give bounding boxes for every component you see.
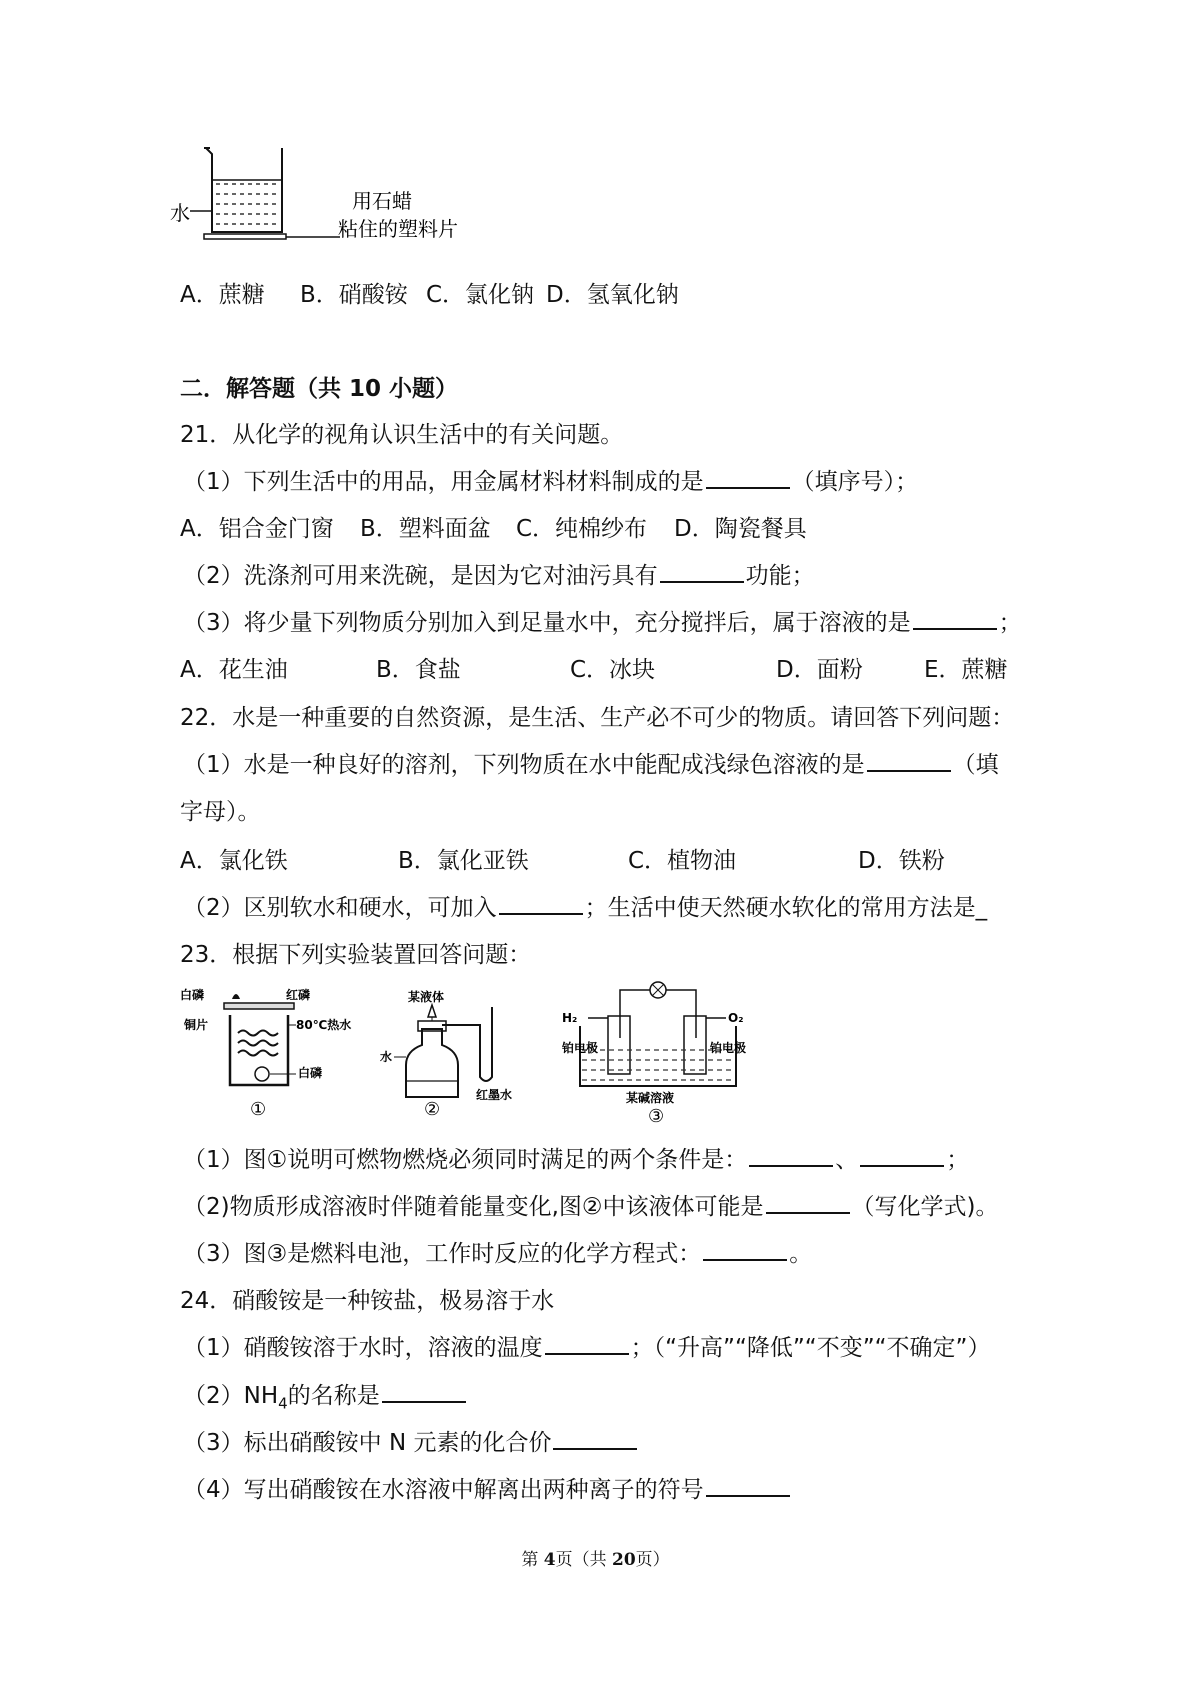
- fig3-label-h2: H₂: [562, 1011, 578, 1025]
- fig1-label-red-p: 红磷: [286, 988, 311, 1002]
- q24-part2: [183, 1381, 468, 1419]
- q21-p3-option-c: C．冰块: [570, 657, 656, 683]
- q21-p3-option-b: B．食盐: [376, 657, 461, 683]
- q21-option-b: B．塑料面盆: [360, 516, 491, 542]
- q21-stem: 21．从化学的视角认识生活中的有关问题。: [180, 422, 624, 448]
- q21-part2-suffix: 功能；: [745, 563, 815, 589]
- q20-options: [180, 280, 679, 310]
- q24-part4: [183, 1475, 792, 1505]
- q22-part2-suffix: ；生活中使天然硬水软化的常用方法是_: [584, 895, 988, 921]
- fig-dissolution: [380, 985, 530, 1125]
- footer-suffix: 页）: [635, 1550, 670, 1570]
- q22-option-d: D．铁粉: [858, 848, 945, 874]
- page-footer: [0, 1545, 1191, 1570]
- q21-option-d: D．陶瓷餐具: [674, 516, 807, 542]
- q23-part3-text: （3）图③是燃料电池，工作时反应的化学方程式：: [183, 1241, 702, 1267]
- q22-part1-options: [180, 846, 945, 876]
- q24-part1: [183, 1333, 990, 1363]
- q21-option-c: C．纯棉纱布: [516, 516, 648, 542]
- answer-blank: [499, 893, 583, 915]
- fig3-label-electrode-right: 铂电极: [710, 1041, 747, 1055]
- fig1-label-white-p: 白磷: [180, 988, 205, 1002]
- fig3-label-o2: O₂: [728, 1011, 744, 1025]
- q24-part1-suffix: ；（“升高”“降低”“不变”“不确定”）: [630, 1335, 991, 1361]
- q20-option-c: C．氯化钠: [426, 282, 535, 308]
- q21-part3-suffix: ；: [998, 610, 1022, 636]
- answer-blank: [660, 561, 744, 583]
- answer-blank: [553, 1428, 637, 1450]
- fig1-number: ①: [250, 1099, 267, 1120]
- q22-part2-text: （2）区别软水和硬水，可加入: [183, 895, 497, 921]
- q21-part2: [183, 561, 815, 591]
- q21-option-a: A．铝合金门窗: [180, 516, 334, 542]
- q23-part1-suffix: ；: [946, 1147, 970, 1173]
- q24-part3-text: （3）标出硝酸铵中 N 元素的化合价: [183, 1430, 552, 1456]
- q22-part1-text: （1）水是一种良好的溶剂，下列物质在水中能配成浅绿色溶液的是: [183, 752, 865, 778]
- fig3-number: ③: [648, 1106, 665, 1127]
- beaker-figure: [170, 140, 470, 260]
- fig-combustion: [180, 985, 360, 1125]
- footer-total-pages: 20: [611, 1550, 636, 1570]
- q24-part4-text: （4）写出硝酸铵在水溶液中解离出两种离子的符号: [183, 1477, 704, 1503]
- q21-part2-text: （2）洗涤剂可用来洗碗，是因为它对油污具有: [183, 563, 658, 589]
- fig1-label-white-p-2: 白磷: [298, 1066, 323, 1080]
- q23-part3: [183, 1239, 812, 1269]
- q20-option-a: A．蔗糖: [180, 282, 265, 308]
- q23-part1-sep: 、: [835, 1147, 859, 1173]
- q22-option-a: A．氯化铁: [180, 848, 288, 874]
- q24-stem: 24．硝酸铵是一种铵盐，极易溶于水: [180, 1288, 555, 1314]
- q21-part3-text: （3）将少量下列物质分别加入到足量水中，充分搅拌后，属于溶液的是: [183, 610, 911, 636]
- answer-blank: [860, 1145, 944, 1167]
- q20-option-d: D．氢氧化钠: [546, 282, 679, 308]
- q24-part1-text: （1）硝酸铵溶于水时，溶液的温度: [183, 1335, 543, 1361]
- answer-blank: [749, 1145, 833, 1167]
- fig2-label-red-ink: 红墨水: [476, 1088, 513, 1102]
- q21-part3-options: [180, 655, 1008, 685]
- answer-blank: [706, 1475, 790, 1497]
- q22-option-b: B．氯化亚铁: [398, 848, 529, 874]
- q23-part2-text: （2)物质形成溶液时伴随着能量变化,图②中该液体可能是: [183, 1194, 764, 1220]
- footer-middle: 页（共: [555, 1550, 612, 1570]
- q21-p3-option-e: E．蔗糖: [924, 657, 1008, 683]
- fig2-number: ②: [424, 1099, 441, 1120]
- q21-part1: [183, 467, 918, 497]
- q22-stem: 22．水是一种重要的自然资源，是生活、生产必不可少的物质。请回答下列问题：: [180, 705, 1015, 731]
- q22-part1: [183, 750, 999, 780]
- q23-part1-text: （1）图①说明可燃物燃烧必须同时满足的两个条件是：: [183, 1147, 748, 1173]
- label-water: 水: [170, 201, 190, 225]
- q21-p3-option-d: D．面粉: [776, 657, 863, 683]
- q22-part1-cont: 字母）。: [180, 799, 261, 825]
- q24-part2-suffix: 的名称是: [287, 1383, 380, 1409]
- footer-prefix: 第: [521, 1550, 544, 1570]
- q23-part3-suffix: 。: [789, 1241, 813, 1267]
- q24-part2-text: （2）NH: [183, 1383, 279, 1409]
- q23-part2: [183, 1192, 999, 1222]
- q24-part2-subscript: 4: [278, 1394, 288, 1413]
- fig3-label-electrode-left: 铂电极: [562, 1041, 599, 1055]
- q22-option-c: C．植物油: [628, 848, 737, 874]
- q21-part1-suffix: （填序号）；: [791, 469, 919, 495]
- fig1-label-copper: 铜片: [184, 1018, 209, 1032]
- footer-page-number: 4: [543, 1550, 556, 1570]
- answer-blank: [766, 1192, 850, 1214]
- q23-stem: 23．根据下列实验装置回答问题：: [180, 942, 532, 968]
- q23-part2-suffix: （写化学式)。: [851, 1194, 999, 1220]
- answer-blank: [545, 1333, 629, 1355]
- q24-part3: [183, 1428, 639, 1458]
- q21-part1-options: [180, 514, 807, 544]
- answer-blank: [706, 467, 790, 489]
- fig3-label-solution: 某碱溶液: [626, 1091, 675, 1105]
- q21-p3-option-a: A．花生油: [180, 657, 288, 683]
- answer-blank: [703, 1239, 787, 1261]
- section-title: 二．解答题（共 10 小题）: [180, 376, 459, 402]
- q20-option-b: B．硝酸铵: [300, 282, 408, 308]
- q21-part1-text: （1）下列生活中的用品，用金属材料材料制成的是: [183, 469, 704, 495]
- answer-blank: [913, 608, 997, 630]
- q23-part1: [183, 1145, 969, 1175]
- label-paraffin-2: 粘住的塑料片: [338, 217, 458, 241]
- answer-blank: [867, 750, 951, 772]
- label-paraffin-1: 用石蜡: [352, 189, 412, 213]
- answer-blank: [382, 1381, 466, 1403]
- q22-part2: [183, 893, 987, 923]
- fig2-label-liquid: 某液体: [408, 990, 445, 1004]
- q21-part3: [183, 608, 1022, 638]
- fig2-label-water: 水: [380, 1050, 393, 1064]
- fig-fuel-cell: [560, 978, 750, 1128]
- fig1-label-hot-water: 80℃热水: [296, 1018, 352, 1032]
- q22-part1-suffix: （填: [952, 752, 999, 778]
